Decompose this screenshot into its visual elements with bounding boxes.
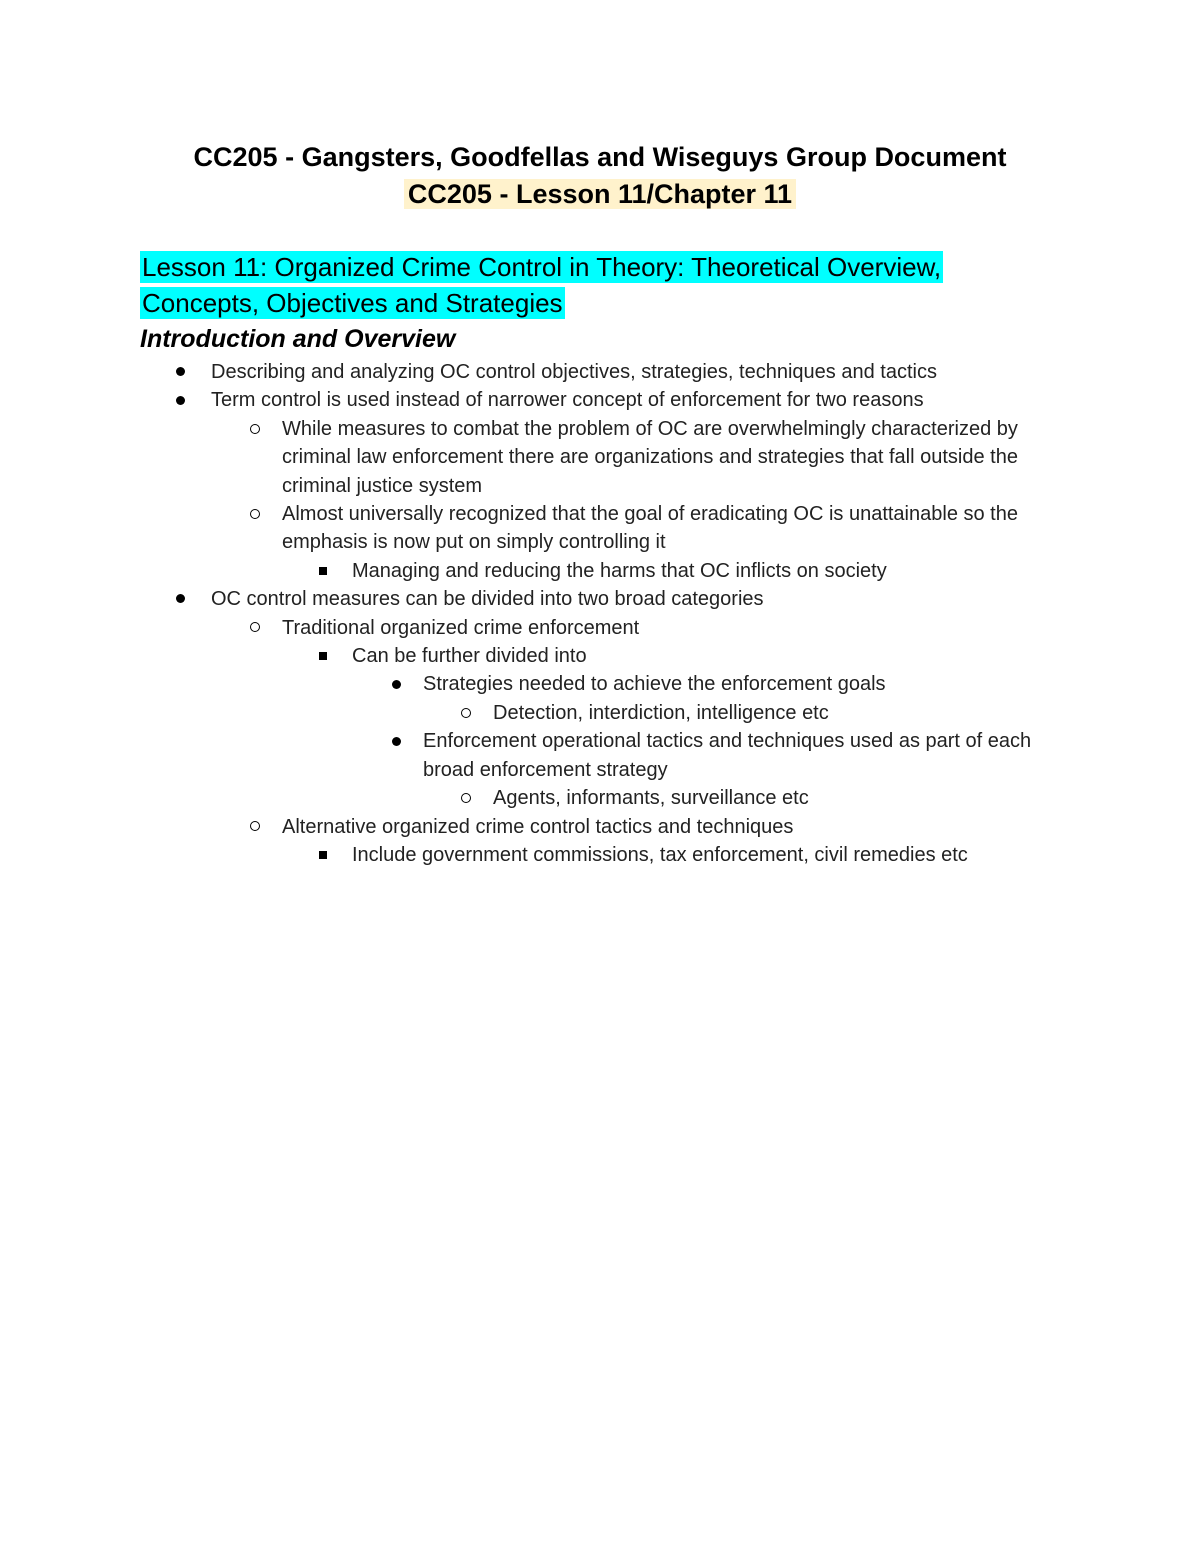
square-icon (316, 841, 330, 869)
list-item-text: Describing and analyzing OC control objectives, strategies, techniques and tactics (211, 361, 937, 383)
list-item (0, 670, 1033, 698)
list-item (0, 585, 1051, 613)
list-item-text: Almost universally recognized that the goal of eradicating OC is unattainable so the emphasis is now put on simply controlling it (282, 503, 1018, 554)
list-item (0, 841, 1052, 869)
disc-icon (389, 670, 403, 698)
list-item (0, 813, 1052, 841)
circle-icon (248, 415, 262, 443)
list-item-text: OC control measures can be divided into two broad categories (211, 588, 764, 611)
document-title-text: CC205 - Gangsters, Goodfellas and Wiseguys Group Document (193, 142, 1007, 172)
list-item-text: Traditional organized crime enforcement (282, 616, 640, 639)
list-item (0, 699, 1033, 727)
circle-icon (459, 699, 473, 727)
list-item (0, 784, 1033, 812)
list-item-text: Detection, interdiction, intelligence etc (493, 701, 829, 724)
list-item (0, 415, 1052, 500)
document-subtitle-text: CC205 - Lesson 11/Chapter 11 (404, 179, 796, 209)
disc-icon (173, 386, 187, 414)
circle-icon (248, 813, 262, 841)
disc-icon (173, 585, 187, 613)
list-item-text: Include government commissions, tax enforcement, civil remedies etc (352, 843, 968, 866)
list-item-text: Enforcement operational tactics and techniques used as part of each broad enforcement strategy (423, 730, 1032, 781)
lesson-heading-text: Lesson 11: Organized Crime Control in Theory: Theoretical Overview, Concepts, Objectives and Strategies (142, 252, 942, 318)
document-subtitle (0, 176, 1200, 212)
list-item-text: Strategies needed to achieve the enforcement goals (423, 673, 886, 696)
disc-icon (173, 358, 187, 386)
list-item-text: Term control is used instead of narrower concept of enforcement for two reasons (211, 389, 924, 412)
list-item-text: While measures to combat the problem of OC are overwhelmingly characterized by criminal law enforcement there are organizations and strategies that fall outside the criminal justice system (282, 417, 1018, 497)
list-item (0, 358, 1051, 386)
circle-icon (459, 784, 473, 812)
circle-icon (248, 614, 262, 642)
bullet-outline (0, 358, 1200, 869)
list-item (0, 642, 1052, 670)
list-item-text: Can be further divided into (352, 645, 587, 668)
list-item (0, 557, 1052, 585)
list-item (0, 500, 1052, 557)
section-heading: Introduction and Overview (140, 325, 456, 353)
document-title (0, 139, 1200, 175)
circle-icon (248, 500, 262, 528)
list-item-text: Managing and reducing the harms that OC inflicts on society (352, 559, 887, 582)
square-icon (316, 557, 330, 585)
list-item (0, 386, 1051, 414)
square-icon (316, 642, 330, 670)
disc-icon (389, 727, 403, 755)
lesson-heading (140, 249, 1020, 321)
list-item-text: Alternative organized crime control tactics and techniques (282, 815, 794, 838)
list-item (0, 614, 1052, 642)
list-item-text: Agents, informants, surveillance etc (493, 787, 809, 810)
list-item (0, 727, 1033, 784)
